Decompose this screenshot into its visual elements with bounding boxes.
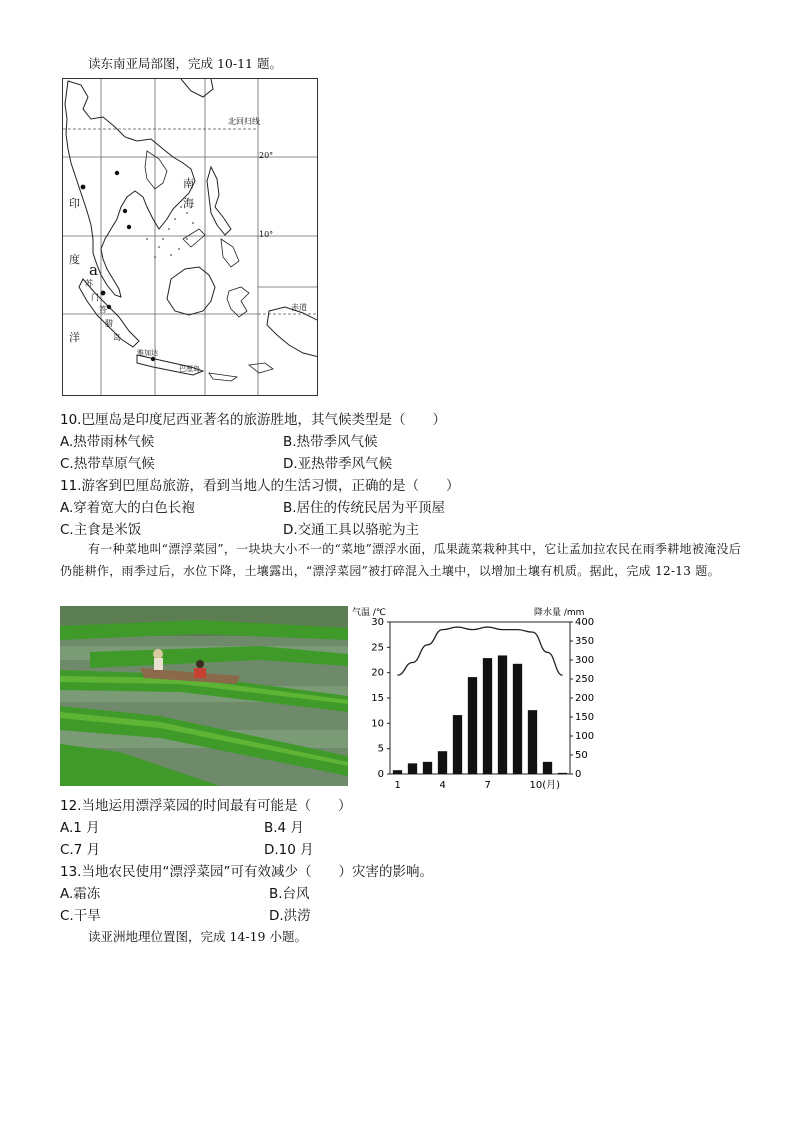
precip-bar: [513, 664, 522, 774]
right-axis-label: 降水量 /mm: [534, 608, 585, 618]
tropic-label: 北回归线: [228, 117, 260, 126]
lat10-label: 10°: [259, 230, 274, 239]
plot-frame: [390, 622, 570, 774]
sumatra-char-5: 岛: [113, 333, 121, 342]
left-tick-label: 10: [371, 718, 384, 730]
x-tick-label: 4: [439, 780, 446, 791]
precip-bar: [408, 763, 417, 774]
q13-stem: 13.当地农民使用“漂浮菜园”可有效减少（ ）灾害的影响。: [60, 864, 433, 880]
q12-option-c[interactable]: C.7 月: [60, 842, 101, 858]
right-tick-label: 50: [575, 750, 588, 761]
left-tick-label: 5: [377, 743, 384, 755]
ocean-label-3: 洋: [69, 331, 80, 344]
q10-option-a[interactable]: A.热带雨林气候: [60, 434, 155, 450]
sumatra-outline: [79, 279, 139, 347]
precip-bar: [423, 762, 432, 774]
right-tick-label: 0: [575, 769, 582, 780]
x-tick-label: 10(月): [529, 780, 561, 791]
sumatra-char-3: 答: [99, 305, 107, 314]
q12-option-d[interactable]: D.10 月: [264, 842, 314, 858]
map-drawing: [63, 79, 318, 396]
left-tick-label: 30: [371, 617, 384, 628]
q11-option-b[interactable]: B.居住的传统民居为平顶屋: [283, 500, 446, 516]
climate-chart-svg: [352, 604, 598, 794]
borneo-outline: [167, 267, 215, 315]
left-axis-label: 气温 /℃: [352, 608, 387, 618]
precip-bar: [498, 655, 507, 774]
philippines-outline: [207, 167, 231, 235]
sea-label-2: 海: [183, 197, 194, 210]
climate-chart: [352, 604, 598, 794]
precip-bar: [543, 762, 552, 774]
temperature-line: [398, 627, 563, 675]
right-tick-label: 350: [575, 636, 595, 647]
sea-label-1: 南: [183, 177, 194, 190]
southeast-asia-map: [62, 78, 318, 396]
ocean-label-1: 印: [69, 197, 80, 210]
q11-option-c[interactable]: C.主食是米饭: [60, 522, 142, 538]
bali-label: 巴厘岛: [179, 365, 200, 373]
precip-bar: [393, 770, 402, 774]
right-tick-label: 150: [575, 712, 595, 723]
q10-option-d[interactable]: D.亚热带季风气候: [283, 456, 393, 472]
left-tick-label: 20: [371, 667, 384, 679]
floating-garden-photo: [60, 606, 348, 786]
q12-option-a[interactable]: A.1 月: [60, 820, 100, 836]
point-a-label: a: [89, 261, 98, 279]
q10-option-b[interactable]: B.热带季风气候: [283, 434, 378, 450]
left-tick-label: 0: [377, 769, 384, 780]
precip-bar: [528, 710, 537, 774]
precip-bar: [438, 751, 447, 774]
right-tick-label: 400: [575, 617, 595, 628]
left-tick-label: 15: [371, 693, 384, 704]
q12-option-b[interactable]: B.4 月: [264, 820, 304, 836]
q10-stem: 10.巴厘岛是印度尼西亚著名的旅游胜地，其气候类型是（ ）: [60, 412, 446, 428]
x-tick-label: 1: [394, 780, 401, 791]
q13-option-b[interactable]: B.台风: [269, 886, 310, 902]
q10-option-c[interactable]: C.热带草原气候: [60, 456, 155, 472]
q11-option-d[interactable]: D.交通工具以骆驼为主: [283, 522, 420, 538]
q13-option-d[interactable]: D.洪涝: [269, 908, 311, 924]
mainland-outline: [65, 81, 195, 297]
x-tick-label: 7: [484, 780, 491, 791]
sumatra-char-2: 门: [91, 293, 99, 302]
precip-bar: [468, 677, 477, 774]
right-tick-label: 250: [575, 674, 595, 685]
left-tick-label: 25: [371, 642, 384, 654]
sumatra-char-1: 苏: [85, 279, 93, 288]
ocean-label-2: 度: [69, 253, 80, 266]
q13-option-a[interactable]: A.霜冻: [60, 886, 101, 902]
precip-bar: [558, 773, 567, 774]
map-grid: [63, 79, 318, 396]
jakarta-label: 雅加达: [137, 349, 158, 357]
right-tick-label: 100: [575, 731, 595, 742]
precip-bar: [453, 715, 462, 774]
asia-intro: 读亚洲地理位置图，完成 14-19 小题。: [88, 929, 307, 944]
map-intro: 读东南亚局部图，完成 10-11 题。: [88, 56, 282, 71]
right-tick-label: 300: [575, 655, 595, 666]
q12-stem: 12.当地运用漂浮菜园的时间最有可能是（ ）: [60, 798, 352, 814]
q11-stem: 11.游客到巴厘岛旅游，看到当地人的生活习惯，正确的是（ ）: [60, 478, 460, 494]
passage-text: 有一种菜地叫“漂浮菜园”，一块块大小不一的“菜地”漂浮水面，瓜果蔬菜栽种其中，它让孟加拉农民在雨季耕地被淹没后仍能耕作，雨季过后，水位下降，土壤露出，“漂浮菜园”被打碎混入土壤中，以增加土壤有机质。据此，完成 12-13 题。: [60, 542, 742, 578]
q11-option-a[interactable]: A.穿着宽大的白色长袍: [60, 500, 195, 516]
new-guinea-outline: [267, 307, 318, 357]
sumatra-char-4: 腊: [105, 319, 113, 328]
precip-bar: [483, 658, 492, 774]
equator-label: 赤道: [291, 303, 307, 312]
right-tick-label: 200: [575, 693, 595, 704]
q13-option-c[interactable]: C.干旱: [60, 908, 101, 924]
lat20-label: 20°: [259, 151, 274, 160]
